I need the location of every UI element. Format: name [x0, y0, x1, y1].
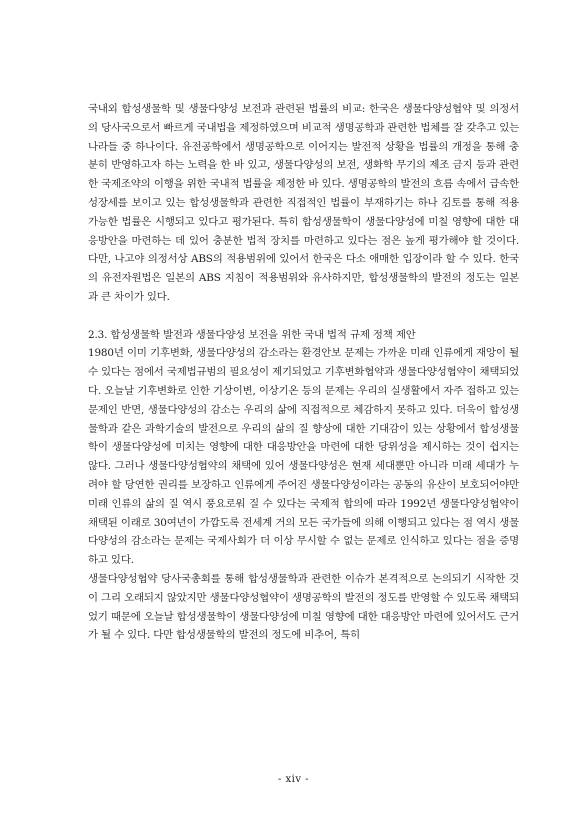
- paragraph-spacer: [88, 307, 519, 326]
- intro-paragraph: 국내외 합성생물학 및 생물다양성 보전과 관련된 법률의 비교: 한국은 생물다양성협약 및 의정서의 당사국으로서 빠르게 국내법을 제정하였으며 비교적 생명공학과 관련한 법체를 잘 갖추고 있는 나라들 중 하나이다. 유전공학에서 생명공학으로 이어지는 발전적 상황을 법률의 개정을 통해 충분히 반영하고자 하는 노력을 한 바 있고, 생물다양성의 보전, 생화학 무기의 제조 금지 등과 관련한 국제조약의 이행을 위한 국내적 법률을 제정한 바 있다. 생명공학의 발전의 흐름 속에서 급속한 성장세를 보이고 있는 합성생물학과 관련한 직접적인 법률이 부재하기는 하나 김토를 통해 적용 가능한 법률은 시행되고 있다고 평가된다. 특히 합성생물학이 생물다양성에 미칠 영향에 대한 대응방안을 마련하는 데 있어 충분한 법적 장치를 마련하고 있다는 점은 높게 평가해야 할 것이다. 다만, 나고야 의정서상 ABS의 적용범위에 있어서 한국은 다소 애매한 입장이라 할 수 있다. 한국의 유전자원법은 일본의 ABS 지침이 적용범위와 유사하지만, 합성생물학의 발전의 정도는 일본과 큰 차이가 있다.: [88, 103, 519, 303]
- section-heading: 2.3. 합성생물학 발전과 생물다양성 보전을 위한 국내 법적 규제 정책 제안: [88, 328, 416, 341]
- section-paragraph-2: 생물다양성협약 당사국총회를 통해 합성생물학과 관련한 이슈가 본격적으로 논의되기 시작한 것이 그리 오래되지 않았지만 생물다양성협약이 생명공학의 발전의 정도를 반영할 수 있도록 채택되었기 때문에 오늘날 합성생물학이 생물다양성에 미칠 영향에 대한 대응방안 마련에 있어서도 근거가 될 수 있다. 다만 합성생물학의 발전의 정도에 비추어, 특히: [88, 572, 519, 642]
- page-number: - xiv -: [277, 774, 310, 785]
- section-paragraph-1: 1980년 이미 기후변화, 생물다양성의 감소라는 환경안보 문제는 가까운 미래 인류에게 재앙이 될 수 있다는 점에서 국제법규범의 필요성이 제기되었고 기후변화협약과 생물다양성협약이 채택되었다. 오늘날 기후변화로 인한 기상이변, 이상기온 등의 문제는 우리의 실생활에서 자주 접하고 있는 문제인 반면, 생물다양성의 감소는 우리의 삶에 직접적으로 체감하지 못하고 있다. 더욱이 합성생물학과 같은 과학기술의 발전으로 우리의 삶의 질 향상에 대한 기대감이 있는 상황에서 합성생물학이 생물다양성에 미치는 영향에 대한 대응방안을 마련에 대한 당위성을 제시하는 것이 쉽지는 않다. 그러나 생물다양성협약의 채택에 있어 생물다양성은 현재 세대뿐만 아니라 미래 세대가 누려야 할 당연한 권리를 보장하고 인류에게 주어진 생물다양성이라는 공동의 유산이 보호되어야만 미래 인류의 삶의 질 역시 풍요로워 질 수 있다는 국제적 합의에 따라 1992년 생물다양성협약이 채택된 이래로 30여년이 가깝도록 전세계 거의 모든 국가들에 의해 이행되고 있다는 점 역시 생물다양성의 감소라는 문제는 국제사회가 더 이상 무시할 수 없는 문제로 인식하고 있다는 점을 증명하고 있다.: [88, 347, 519, 567]
- page-body: [88, 100, 519, 645]
